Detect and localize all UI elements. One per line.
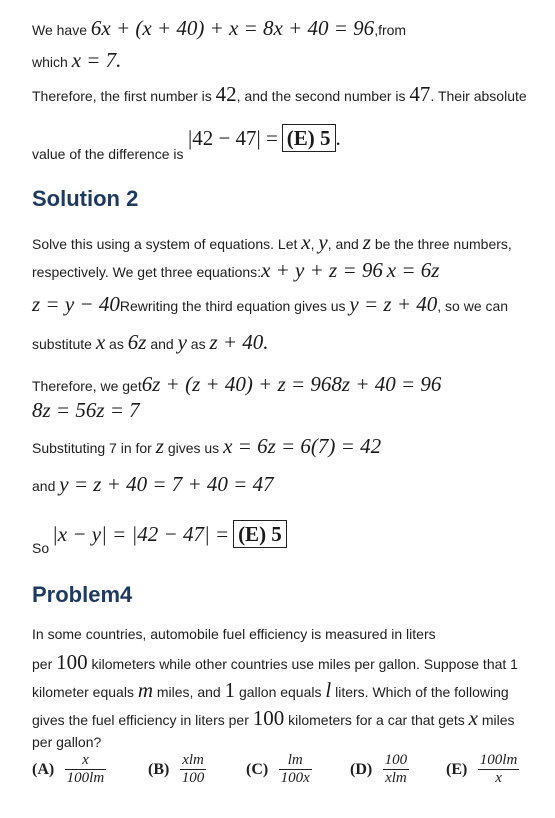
text: miles, and (156, 684, 221, 700)
variable: y (177, 330, 187, 354)
text: per gallon? (32, 734, 102, 750)
numerator: lm (287, 752, 303, 768)
text: kilometers for a car that gets (288, 712, 465, 728)
option-d (350, 752, 409, 787)
text: respectively. We get three equations: (32, 264, 262, 280)
equation: 8z = 56 (32, 398, 97, 422)
solution1-line1 (32, 16, 406, 41)
option-b (148, 752, 206, 787)
option-fraction (478, 752, 520, 787)
option-c (246, 752, 312, 787)
denominator: xlm (383, 769, 410, 787)
equation: |x − y| = |42 − 47| = (52, 522, 230, 546)
denominator: 100lm (66, 770, 105, 786)
option-e (446, 752, 519, 787)
equation: 8z + 40 = 96 (331, 372, 442, 396)
solution1-line2 (32, 48, 121, 73)
text: , and the second number is (236, 88, 406, 104)
solution2-final-answer (52, 520, 287, 548)
equation: 6z (127, 330, 147, 354)
denominator: 100x (280, 770, 310, 786)
text: . Their absolute (430, 88, 527, 104)
variable: m (137, 678, 153, 702)
problem4-line4 (32, 706, 515, 731)
equation: z + 40. (209, 330, 269, 354)
variable: x (468, 706, 478, 730)
solution2-line7 (32, 434, 381, 459)
solution2-so-label (32, 540, 49, 556)
number: 100 (56, 650, 88, 674)
text: and (150, 336, 174, 352)
answer-box: (E) 5 (282, 124, 336, 152)
text: Therefore, the first number is (32, 88, 212, 104)
equation: |42 − 47| = (188, 126, 278, 150)
option-label: (B) (148, 760, 170, 778)
problem4-line1 (32, 626, 436, 642)
option-label: (E) (446, 760, 468, 778)
answer-box: (E) 5 (233, 520, 287, 548)
equation: 6z + (z + 40) + z = 96 (141, 372, 332, 396)
denominator: 100 (181, 770, 205, 786)
text: gives the fuel efficiency in liters per (32, 712, 249, 728)
text: , and (327, 236, 359, 252)
solution2-heading: Solution 2 (32, 186, 139, 211)
equation: 6x + (x + 40) + x = 8x + 40 = 96 (90, 16, 375, 40)
text: In some countries, automobile fuel efficiency is measured in liters (32, 626, 436, 642)
numerator: 100 (384, 752, 408, 768)
problem4-heading: Problem4 (32, 582, 133, 607)
equation: x = 7. (71, 48, 122, 72)
variable: z (362, 230, 371, 254)
text: So (32, 540, 50, 556)
text: per (32, 656, 53, 672)
text: ,from (374, 22, 407, 38)
equation: y = z + 40 (349, 292, 438, 316)
equation: z = 7 (96, 398, 140, 422)
solution2-line8 (32, 472, 274, 497)
solution1-line3 (32, 82, 527, 107)
solution2-line3 (32, 292, 508, 317)
numerator: x (82, 752, 89, 768)
variable: z (155, 434, 164, 458)
solution1-answer (188, 124, 341, 152)
variable: x (95, 330, 106, 354)
text: gallon equals (238, 684, 322, 700)
number: 47 (409, 82, 431, 106)
problem4-line3 (32, 678, 509, 703)
option-label: (D) (350, 760, 373, 778)
text: kilometer equals (32, 684, 134, 700)
text: gives us (167, 440, 220, 456)
text: kilometers while other countries use miles per gallon. Suppose that 1 (91, 656, 518, 672)
text: , (310, 236, 315, 252)
problem4-line2 (32, 650, 518, 675)
text: Solve this using a system of equations. Let (32, 236, 298, 252)
solution2-line6 (32, 398, 140, 423)
variable: l (325, 678, 332, 702)
option-fraction (180, 752, 207, 787)
equation: x + y + z = 96 (261, 258, 383, 282)
text: value of the difference is (32, 146, 184, 162)
text: be the three numbers, (374, 236, 512, 252)
number: 42 (215, 82, 237, 106)
text: which (32, 54, 68, 70)
variable: x (301, 230, 311, 254)
text: Substituting 7 in for (32, 440, 152, 456)
number: 100 (252, 706, 285, 730)
text: liters. Which of the following (335, 684, 509, 700)
number: 1 (224, 678, 236, 702)
equation: y = z + 40 = 7 + 40 = 47 (59, 472, 274, 496)
option-fraction (279, 752, 312, 787)
problem4-line5 (32, 734, 101, 750)
text: , so we can (437, 298, 509, 314)
solution2-line2 (32, 258, 439, 283)
numerator: 100lm (479, 752, 518, 768)
text: substitute (32, 336, 92, 352)
option-a (32, 752, 106, 787)
text: and (32, 478, 56, 494)
option-label: (A) (32, 760, 55, 778)
text: miles (481, 712, 515, 728)
equation: x = 6z = 6(7) = 42 (223, 434, 382, 458)
text: We have (32, 22, 87, 38)
denominator: x (478, 769, 520, 787)
text: as (190, 336, 206, 352)
option-fraction (65, 752, 107, 787)
text: as (109, 336, 124, 352)
option-fraction (383, 752, 410, 787)
solution2-line4 (32, 330, 269, 355)
text: Therefore, we get (32, 378, 142, 394)
solution1-line4-text (32, 146, 184, 162)
variable: y (318, 230, 328, 254)
option-label: (C) (246, 760, 269, 778)
solution2-line5 (32, 372, 441, 397)
equation: x = 6z (386, 258, 440, 282)
numerator: xlm (182, 752, 204, 768)
solution2-line1 (32, 230, 512, 255)
equation: z = y − 40 (32, 292, 120, 316)
text: . (335, 126, 341, 150)
text: Rewriting the third equation gives us (119, 298, 346, 314)
